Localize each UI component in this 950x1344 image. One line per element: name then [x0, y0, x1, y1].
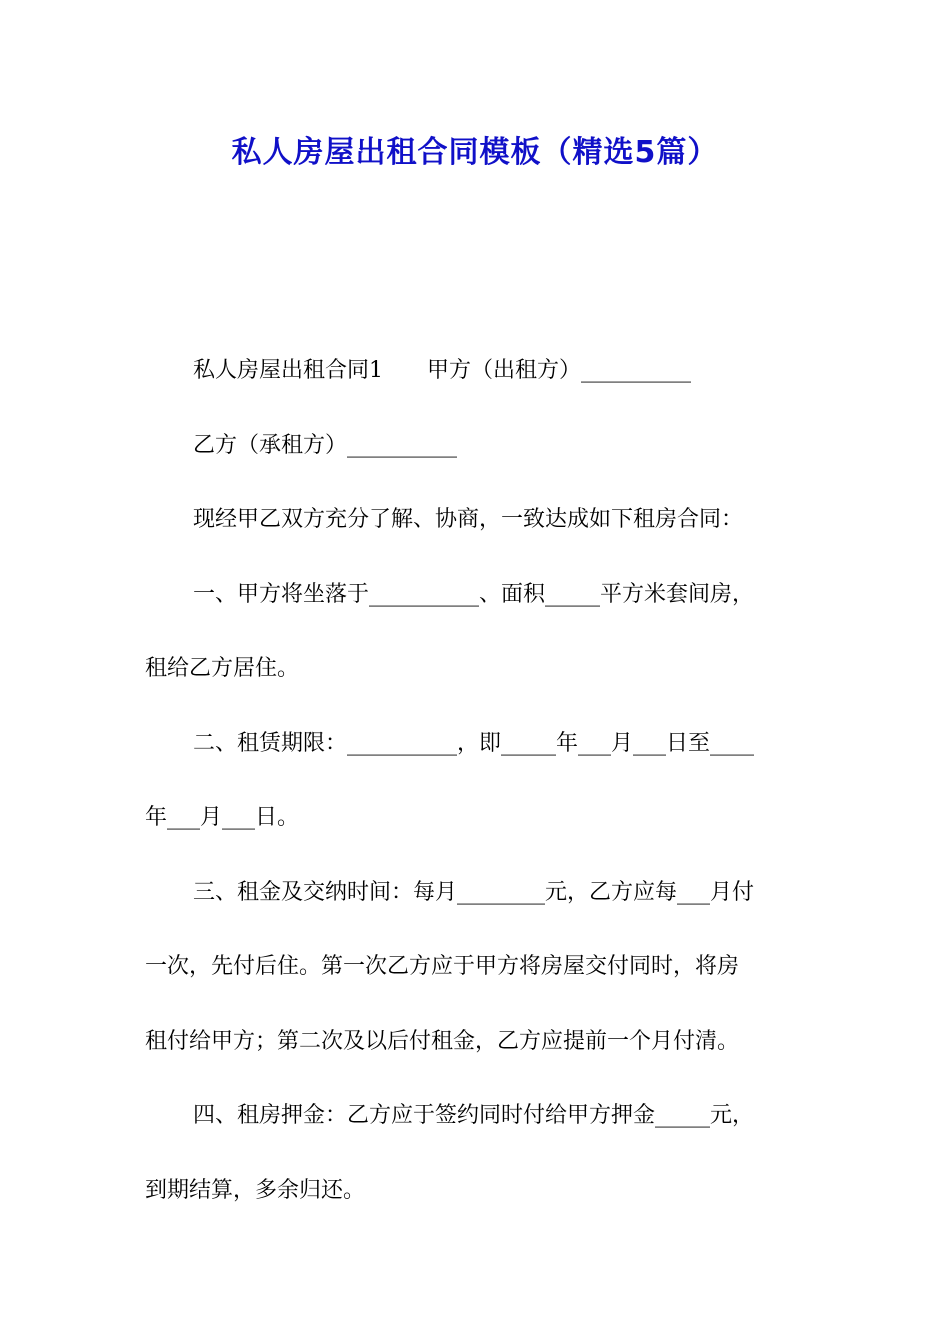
- paragraph-line: 四、租房押金：乙方应于签约同时付给甲方押金_____元，: [193, 1103, 755, 1128]
- paragraph-line: 到期结算，多余归还。: [145, 1177, 366, 1203]
- paragraph-line: 私人房屋出租合同1 甲方（出租方）__________: [193, 358, 691, 383]
- paragraph-line: 租给乙方居住。: [145, 656, 300, 681]
- paragraph-line: 现经甲乙双方充分了解、协商，一致达成如下租房合同：: [193, 507, 744, 532]
- paragraph-line: 一次，先付后住。第一次乙方应于甲方将房屋交付同时，将房: [145, 954, 740, 979]
- paragraph-line: 租付给甲方；第二次及以后付租金，乙方应提前一个月付清。: [145, 1028, 740, 1054]
- document-body: [145, 334, 810, 1228]
- paragraph-line: 三、租金及交纳时间：每月________元，乙方应每___月付: [193, 879, 755, 905]
- paragraph-line: 年___月___日。: [145, 805, 300, 830]
- paragraph-line: 一、甲方将坐落于__________、面积_____平方米套间房，: [193, 581, 755, 607]
- paragraph-line: 乙方（承租方）__________: [193, 432, 458, 458]
- paragraph-line: 二、租赁期限：__________，即_____年___月___日至____: [193, 730, 755, 756]
- document-title: 私人房屋出租合同模板（精选5篇）: [231, 135, 719, 170]
